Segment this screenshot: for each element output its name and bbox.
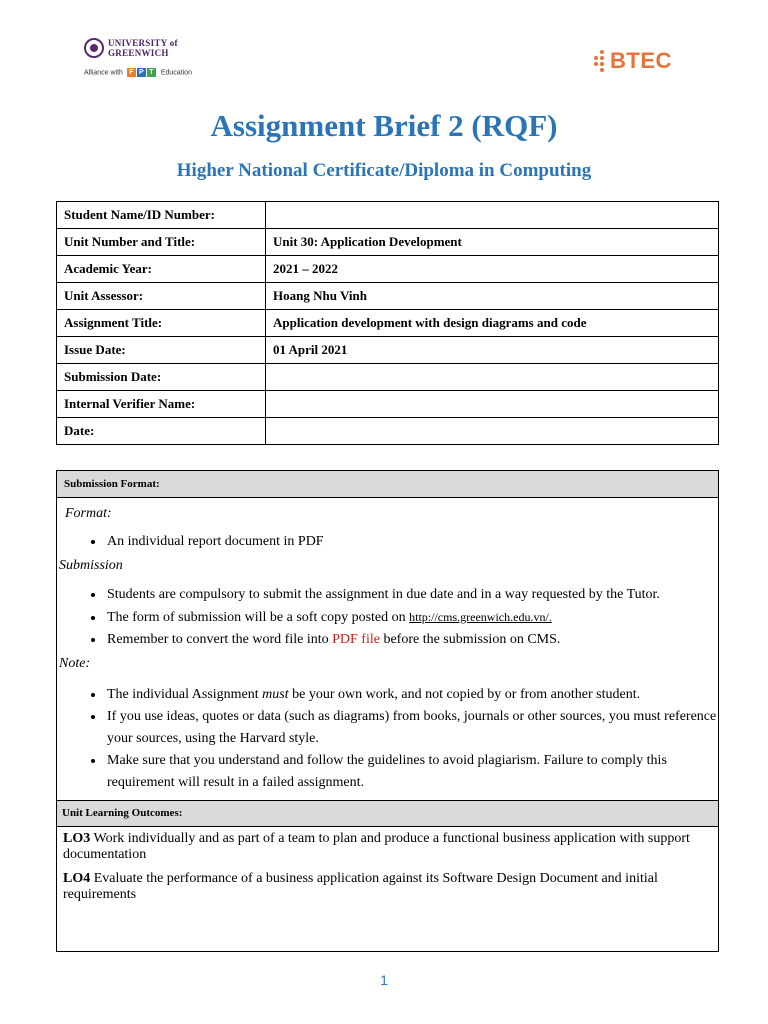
- info-label: Internal Verifier Name:: [57, 391, 266, 418]
- lo-text: Evaluate the performance of a business application against its Software Design Document and initial requirements: [63, 871, 658, 902]
- item-text: The individual Assignment: [107, 687, 263, 702]
- item-text: The form of submission will be a soft copy posted on: [107, 610, 410, 625]
- btec-wordmark: BTEC: [610, 48, 672, 73]
- university-name-line2: GREENWICH: [108, 48, 169, 58]
- info-value: [266, 418, 719, 445]
- table-row: [57, 256, 719, 283]
- info-label: Unit Assessor:: [57, 283, 266, 310]
- list-item: [105, 684, 718, 706]
- list-item: • If you use ideas, quotes or data (such as diagrams) from books, journals or other sources, you must reference your sources, using the Harvard style.: [105, 706, 718, 750]
- info-value: Application development with design diagrams and code: [266, 310, 719, 337]
- list-item: [105, 606, 718, 629]
- pdf-highlight: PDF file: [332, 632, 380, 647]
- info-value: [266, 391, 719, 418]
- item-text: be your own work, and not copied by or from another student.: [288, 687, 641, 702]
- learning-outcome-lo4: [57, 863, 718, 903]
- university-name-line1: UNIVERSITY of: [108, 38, 178, 48]
- list-item: • Students are compulsory to submit the assignment in due date and in a way requested by the Tutor.: [105, 584, 718, 606]
- info-value: 2021 – 2022: [266, 256, 719, 283]
- university-name: [108, 38, 178, 58]
- info-label: Assignment Title:: [57, 310, 266, 337]
- table-row: [57, 418, 719, 445]
- btec-logo: [594, 48, 672, 74]
- document-subtitle: Higher National Certificate/Diploma in Computing: [176, 160, 592, 181]
- info-value: Hoang Nhu Vinh: [266, 283, 719, 310]
- table-row: [57, 337, 719, 364]
- alliance-suffix: Education: [160, 69, 192, 77]
- page-header: [0, 0, 768, 100]
- fpt-letter-p: P: [137, 68, 146, 77]
- assignment-info-table: [56, 201, 719, 445]
- submission-format-box: [56, 470, 719, 952]
- submission-list: [57, 584, 718, 651]
- info-label: Student Name/ID Number:: [57, 202, 266, 229]
- info-value: [266, 202, 719, 229]
- list-item: • Make sure that you understand and follow the guidelines to avoid plagiarism. Failure to comply this requirement will result in a failed assignment.: [105, 750, 718, 794]
- info-label: Issue Date:: [57, 337, 266, 364]
- submission-label: Submission: [59, 558, 123, 573]
- note-label: Note:: [59, 656, 91, 671]
- submission-format-heading: Submission Format:: [57, 471, 718, 498]
- page-number: 1: [380, 972, 388, 988]
- list-item: • An individual report document in PDF: [105, 531, 718, 553]
- learning-outcome-lo3: [57, 827, 718, 863]
- table-row: [57, 229, 719, 256]
- info-label: Submission Date:: [57, 364, 266, 391]
- list-item: [105, 629, 718, 651]
- lo-text: Work individually and as part of a team to plan and produce a functional business application with support documentation: [63, 831, 690, 862]
- lo-code: LO4: [63, 871, 91, 886]
- table-row: [57, 310, 719, 337]
- item-text: Remember to convert the word file into: [107, 632, 333, 647]
- btec-dots-icon: [594, 50, 610, 72]
- university-crest-icon: [84, 38, 104, 58]
- fpt-logo: [127, 68, 157, 77]
- fpt-letter-f: F: [127, 68, 136, 77]
- info-label: Academic Year:: [57, 256, 266, 283]
- document-title: Assignment Brief 2 (RQF): [210, 108, 558, 143]
- fpt-letter-t: T: [147, 68, 156, 77]
- info-label: Unit Number and Title:: [57, 229, 266, 256]
- learning-outcomes-heading: Unit Learning Outcomes:: [57, 800, 718, 827]
- table-row: [57, 364, 719, 391]
- item-text: before the submission on CMS.: [379, 632, 561, 647]
- info-value: 01 April 2021: [266, 337, 719, 364]
- format-list: [57, 531, 718, 553]
- info-label: Date:: [57, 418, 266, 445]
- note-list: [57, 684, 718, 794]
- info-value: [266, 364, 719, 391]
- alliance-prefix: Alliance with: [84, 69, 123, 77]
- table-row: [57, 202, 719, 229]
- alliance-line: [84, 68, 192, 77]
- emphasis-must: must: [262, 687, 289, 702]
- cms-link[interactable]: http://cms.greenwich.edu.vn/.: [409, 610, 552, 624]
- table-row: [57, 283, 719, 310]
- lo-code: LO3: [63, 831, 91, 846]
- table-row: [57, 391, 719, 418]
- info-value: Unit 30: Application Development: [266, 229, 719, 256]
- format-label: Format:: [65, 506, 112, 521]
